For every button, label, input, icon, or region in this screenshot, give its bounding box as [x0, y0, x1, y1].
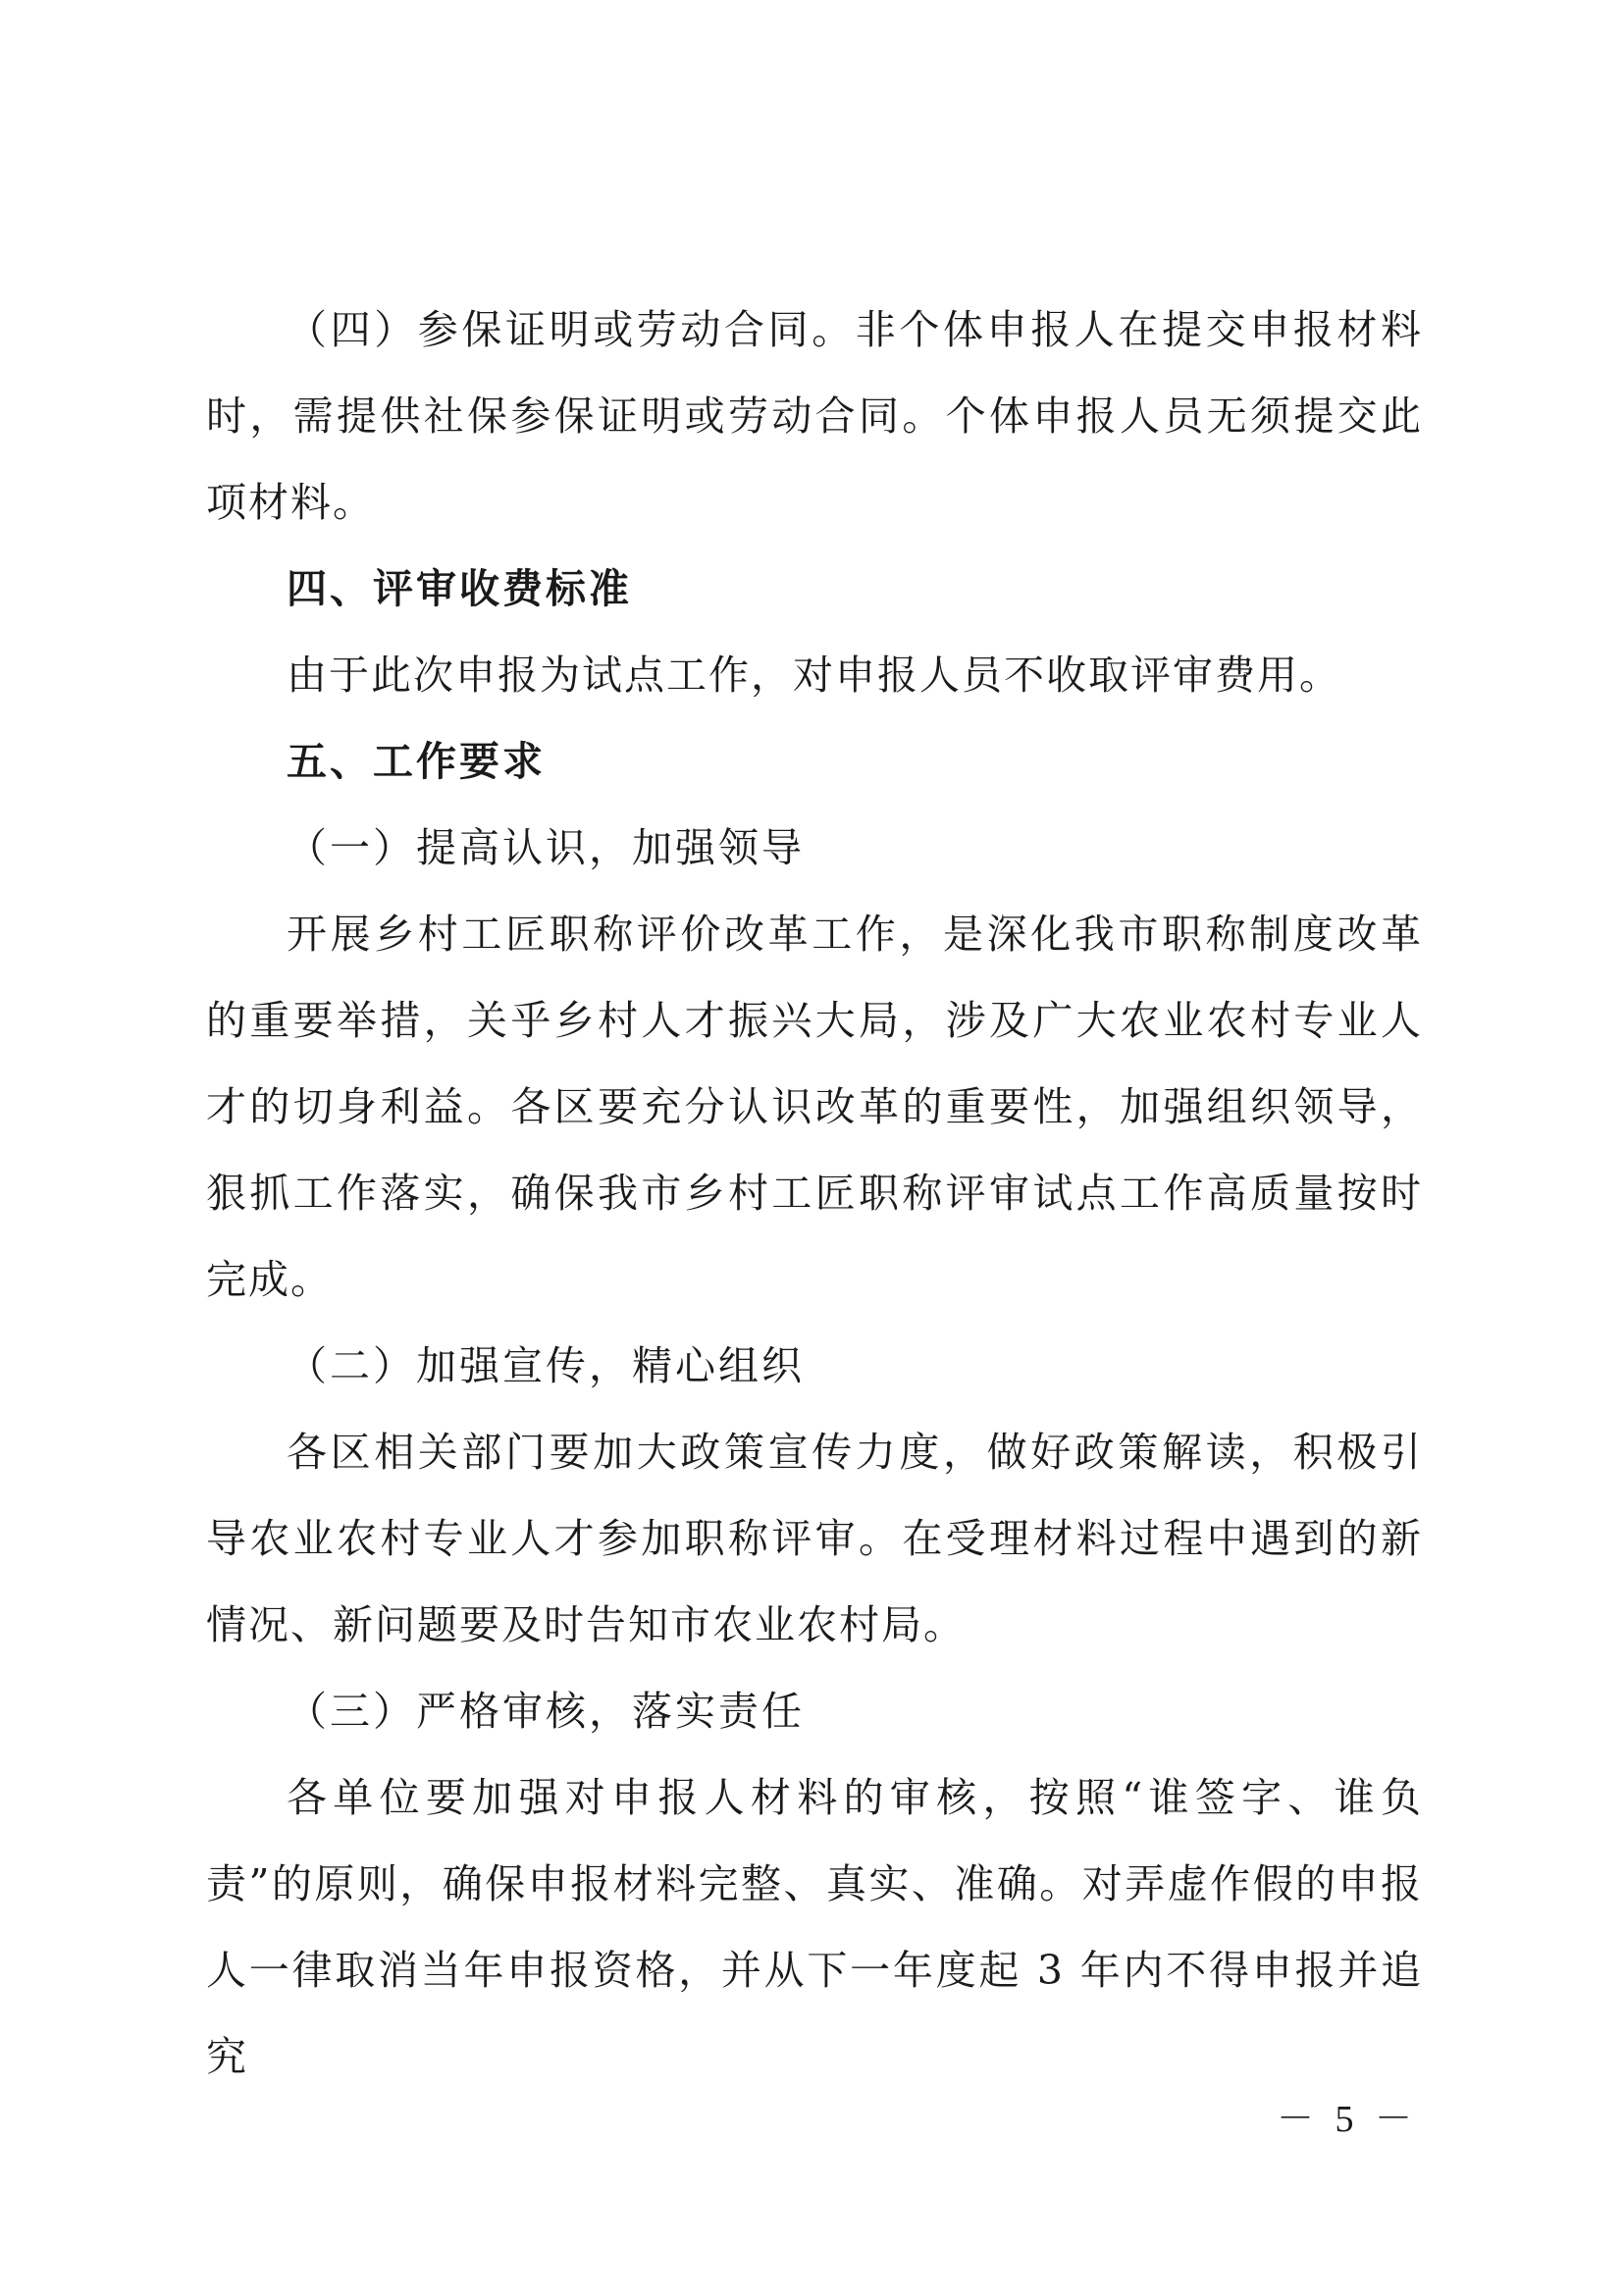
paragraph-reform-importance: 开展乡村工匠职称评价改革工作，是深化我市职称制度改革的重要举措，关乎乡村人才振兴大局，涉及广大农业农村专业人才的切身利益。各区要充分认识改革的重要性，加强组织领导，狠抓工作落实，确保我市乡村工匠职称评审试点工作高质量按时完成。	[206, 911, 1423, 1303]
heading-work-requirements: 五、工作要求	[287, 738, 546, 785]
paragraph-policy-publicity: 各区相关部门要加大政策宣传力度，做好政策解读，积极引导农业农村专业人才参加职称评审。在受理材料过程中遇到的新情况、新问题要及时告知市农业农村局。	[206, 1429, 1423, 1648]
document-body	[206, 287, 1423, 2100]
subheading-strict-review: （三）严格审核，落实责任	[287, 1688, 805, 1735]
subheading-raise-awareness: （一）提高认识，加强领导	[287, 824, 805, 871]
subheading-publicity: （二）加强宣传，精心组织	[287, 1342, 805, 1389]
paragraph-no-fee: 由于此次申报为试点工作，对申报人员不收取评审费用。	[287, 652, 1341, 699]
heading-review-fee-standard: 四、评审收费标准	[287, 565, 632, 612]
paragraph-material-review: 各单位要加强对申报人材料的审核，按照“谁签字、谁负责”的原则，确保申报材料完整、真实、准确。对弄虚作假的申报人一律取消当年申报资格，并从下一年度起 3 年内不得申报并追究	[206, 1774, 1423, 2080]
paragraph-insurance-proof: （四）参保证明或劳动合同。非个体申报人在提交申报材料时，需提供社保参保证明或劳动合同。个体申报人员无须提交此项材料。	[206, 306, 1423, 526]
page-number: － 5 －	[1276, 2099, 1418, 2140]
